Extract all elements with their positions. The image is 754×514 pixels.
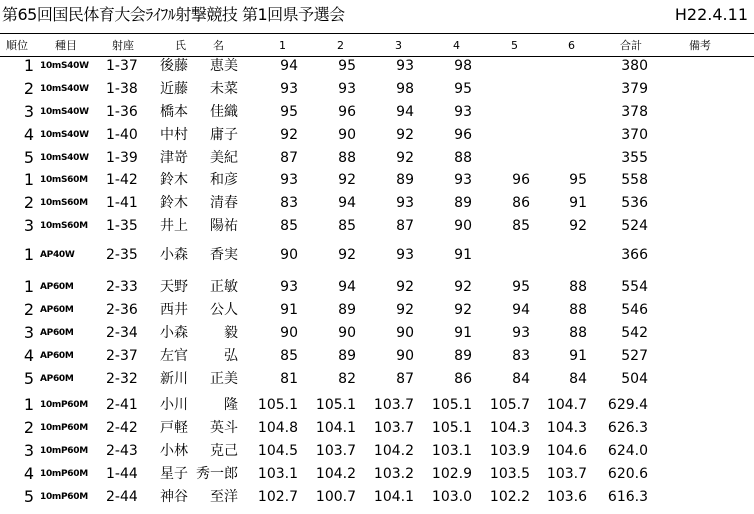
event-cell: AP60M — [40, 328, 74, 338]
given-name-cell: 公人 — [210, 302, 238, 318]
score-cell-4: 103.1 — [431, 443, 472, 459]
score-cell-4: 86 — [454, 371, 472, 387]
total-cell: 527 — [621, 348, 648, 364]
rank-cell: 1 — [23, 56, 34, 75]
total-cell: 554 — [621, 279, 648, 295]
score-cell-2: 94 — [338, 195, 356, 211]
lane-cell: 2-32 — [106, 371, 138, 387]
score-cell-2: 96 — [338, 104, 356, 120]
family-name-cell: 後藤 — [160, 58, 188, 74]
lane-cell: 2-43 — [106, 443, 138, 459]
rank-cell: 3 — [23, 216, 34, 235]
rank-cell: 1 — [23, 170, 34, 189]
given-name-cell: 陽祐 — [210, 218, 238, 234]
score-cell-4: 92 — [454, 279, 472, 295]
given-name-cell: 美紀 — [210, 150, 238, 166]
score-cell-4: 91 — [454, 325, 472, 341]
score-cell-2: 94 — [338, 279, 356, 295]
rank-cell: 3 — [23, 323, 34, 342]
score-cell-6 — [537, 127, 587, 143]
total-cell: 546 — [621, 302, 648, 318]
header-total: 合計 — [620, 39, 642, 52]
score-cell-1: 93 — [280, 279, 298, 295]
score-cell-1: 104.5 — [257, 443, 298, 459]
score-cell-3: 103.7 — [373, 420, 414, 436]
family-name-cell: 中村 — [160, 127, 188, 143]
score-cell-1: 93 — [280, 81, 298, 97]
rank-cell: 1 — [23, 277, 34, 296]
score-cell-2: 88 — [338, 150, 356, 166]
header-rank: 順位 — [6, 39, 28, 52]
family-name-cell: 小森 — [160, 325, 188, 341]
header-score-6: 6 — [568, 39, 575, 52]
family-name-cell: 小森 — [160, 247, 188, 263]
score-cell-2: 93 — [338, 81, 356, 97]
score-cell-5: 86 — [512, 195, 530, 211]
given-name-cell: 未菜 — [210, 81, 238, 97]
lane-cell: 1-38 — [106, 81, 138, 97]
total-cell: 629.4 — [607, 397, 648, 413]
score-cell-2: 90 — [338, 325, 356, 341]
total-cell: 624.0 — [607, 443, 648, 459]
header-name-family: 氏 — [175, 39, 186, 52]
score-cell-4: 105.1 — [431, 420, 472, 436]
score-cell-4: 96 — [454, 127, 472, 143]
score-cell-2: 92 — [338, 247, 356, 263]
event-cell: 10mS40W — [40, 153, 89, 163]
header-bottom-rule — [0, 56, 754, 57]
score-cell-3: 89 — [396, 172, 414, 188]
score-cell-1: 83 — [280, 195, 298, 211]
given-name-cell: 秀一郎 — [196, 466, 238, 482]
given-name-cell: 隆 — [224, 397, 238, 413]
total-cell: 379 — [621, 81, 648, 97]
score-cell-5 — [480, 247, 530, 263]
header-lane: 射座 — [112, 39, 134, 52]
total-cell: 370 — [621, 127, 648, 143]
score-cell-6 — [537, 247, 587, 263]
score-cell-3: 94 — [396, 104, 414, 120]
score-cell-6: 88 — [569, 325, 587, 341]
score-cell-6 — [537, 150, 587, 166]
total-cell: 558 — [621, 172, 648, 188]
score-cell-3: 92 — [396, 150, 414, 166]
score-cell-3: 93 — [396, 195, 414, 211]
given-name-cell: 清春 — [210, 195, 238, 211]
rank-cell: 5 — [23, 148, 34, 167]
score-cell-4: 88 — [454, 150, 472, 166]
score-cell-6: 95 — [569, 172, 587, 188]
score-cell-5: 103.9 — [489, 443, 530, 459]
event-cell: AP60M — [40, 374, 74, 384]
event-cell: 10mP60M — [40, 492, 88, 502]
score-cell-2: 104.1 — [315, 420, 356, 436]
total-cell: 616.3 — [607, 489, 648, 505]
lane-cell: 1-44 — [106, 466, 138, 482]
event-cell: 10mS40W — [40, 107, 89, 117]
score-cell-6 — [537, 81, 587, 97]
score-cell-5: 94 — [512, 302, 530, 318]
event-cell: AP60M — [40, 282, 74, 292]
lane-cell: 2-41 — [106, 397, 138, 413]
score-cell-2: 95 — [338, 58, 356, 74]
score-cell-1: 102.7 — [257, 489, 298, 505]
score-cell-5 — [480, 127, 530, 143]
given-name-cell: 至洋 — [210, 489, 238, 505]
score-cell-6: 104.3 — [546, 420, 587, 436]
score-cell-3: 92 — [396, 279, 414, 295]
given-name-cell: 克己 — [210, 443, 238, 459]
score-cell-5: 85 — [512, 218, 530, 234]
event-cell: 10mS60M — [40, 198, 88, 208]
rank-cell: 2 — [23, 193, 34, 212]
score-cell-4: 93 — [454, 172, 472, 188]
rank-cell: 1 — [23, 245, 34, 264]
score-cell-6: 84 — [569, 371, 587, 387]
score-cell-1: 103.1 — [257, 466, 298, 482]
score-cell-3: 98 — [396, 81, 414, 97]
score-cell-2: 103.7 — [315, 443, 356, 459]
score-cell-6 — [537, 104, 587, 120]
event-cell: 10mS60M — [40, 175, 88, 185]
event-cell: 10mS40W — [40, 84, 89, 94]
total-cell: 355 — [621, 150, 648, 166]
lane-cell: 1-37 — [106, 58, 138, 74]
event-cell: 10mP60M — [40, 446, 88, 456]
score-cell-1: 90 — [280, 325, 298, 341]
lane-cell: 2-37 — [106, 348, 138, 364]
score-cell-3: 104.1 — [373, 489, 414, 505]
header-score-2: 2 — [337, 39, 344, 52]
score-cell-3: 92 — [396, 127, 414, 143]
score-cell-5: 83 — [512, 348, 530, 364]
given-name-cell: 香実 — [210, 247, 238, 263]
score-cell-3: 93 — [396, 58, 414, 74]
lane-cell: 2-44 — [106, 489, 138, 505]
score-cell-6: 104.6 — [546, 443, 587, 459]
event-cell: 10mS40W — [40, 61, 89, 71]
header-top-rule — [0, 33, 754, 34]
score-cell-1: 91 — [280, 302, 298, 318]
total-cell: 380 — [621, 58, 648, 74]
score-cell-6: 103.6 — [546, 489, 587, 505]
score-cell-4: 105.1 — [431, 397, 472, 413]
score-cell-3: 103.7 — [373, 397, 414, 413]
lane-cell: 1-35 — [106, 218, 138, 234]
header-score-3: 3 — [395, 39, 402, 52]
score-cell-6: 103.7 — [546, 466, 587, 482]
lane-cell: 2-36 — [106, 302, 138, 318]
score-cell-2: 89 — [338, 302, 356, 318]
total-cell: 378 — [621, 104, 648, 120]
score-cell-6: 88 — [569, 302, 587, 318]
rank-cell: 2 — [23, 300, 34, 319]
score-cell-5: 105.7 — [489, 397, 530, 413]
score-cell-4: 95 — [454, 81, 472, 97]
score-cell-5: 104.3 — [489, 420, 530, 436]
rank-cell: 4 — [23, 125, 34, 144]
score-cell-5 — [480, 81, 530, 97]
given-name-cell: 弘 — [224, 348, 238, 364]
given-name-cell: 庸子 — [210, 127, 238, 143]
score-cell-6: 91 — [569, 195, 587, 211]
score-cell-5: 84 — [512, 371, 530, 387]
event-cell: 10mP60M — [40, 469, 88, 479]
score-cell-4: 89 — [454, 348, 472, 364]
score-cell-1: 85 — [280, 348, 298, 364]
score-cell-4: 90 — [454, 218, 472, 234]
page-title: 第65回国民体育大会ﾗｲﾌﾙ射撃競技 第1回県予選会 — [2, 5, 345, 24]
score-cell-6: 88 — [569, 279, 587, 295]
score-cell-5 — [480, 58, 530, 74]
given-name-cell: 毅 — [224, 325, 238, 341]
header-score-5: 5 — [511, 39, 518, 52]
family-name-cell: 星子 — [160, 466, 188, 482]
score-cell-3: 90 — [396, 348, 414, 364]
score-cell-3: 87 — [396, 371, 414, 387]
score-cell-4: 103.0 — [431, 489, 472, 505]
score-cell-4: 93 — [454, 104, 472, 120]
date-label: H22.4.11 — [674, 5, 748, 24]
total-cell: 626.3 — [607, 420, 648, 436]
event-cell: AP60M — [40, 351, 74, 361]
score-cell-1: 87 — [280, 150, 298, 166]
given-name-cell: 正美 — [210, 371, 238, 387]
score-cell-1: 93 — [280, 172, 298, 188]
rank-cell: 2 — [23, 418, 34, 437]
score-cell-5 — [480, 104, 530, 120]
family-name-cell: 近藤 — [160, 81, 188, 97]
score-cell-1: 90 — [280, 247, 298, 263]
score-cell-2: 89 — [338, 348, 356, 364]
given-name-cell: 英斗 — [210, 420, 238, 436]
score-cell-4: 98 — [454, 58, 472, 74]
score-cell-2: 82 — [338, 371, 356, 387]
score-cell-6: 92 — [569, 218, 587, 234]
header-event: 種目 — [55, 39, 77, 52]
family-name-cell: 鈴木 — [160, 195, 188, 211]
total-cell: 542 — [621, 325, 648, 341]
score-cell-6: 91 — [569, 348, 587, 364]
rank-cell: 5 — [23, 369, 34, 388]
given-name-cell: 和彦 — [210, 172, 238, 188]
family-name-cell: 津嵜 — [160, 150, 188, 166]
event-cell: 10mS60M — [40, 221, 88, 231]
score-cell-5: 93 — [512, 325, 530, 341]
score-cell-4: 91 — [454, 247, 472, 263]
given-name-cell: 佳織 — [210, 104, 238, 120]
score-cell-1: 81 — [280, 371, 298, 387]
score-cell-5: 102.2 — [489, 489, 530, 505]
rank-cell: 1 — [23, 395, 34, 414]
family-name-cell: 橋本 — [160, 104, 188, 120]
rank-cell: 2 — [23, 79, 34, 98]
family-name-cell: 小川 — [160, 397, 188, 413]
total-cell: 536 — [621, 195, 648, 211]
lane-cell: 2-34 — [106, 325, 138, 341]
lane-cell: 1-36 — [106, 104, 138, 120]
score-cell-2: 104.2 — [315, 466, 356, 482]
event-cell: AP60M — [40, 305, 74, 315]
header-remarks: 備考 — [689, 39, 711, 52]
score-cell-1: 85 — [280, 218, 298, 234]
rank-cell: 4 — [23, 464, 34, 483]
score-cell-1: 104.8 — [257, 420, 298, 436]
event-cell: AP40W — [40, 250, 75, 260]
score-cell-1: 95 — [280, 104, 298, 120]
score-cell-3: 92 — [396, 302, 414, 318]
score-cell-6: 104.7 — [546, 397, 587, 413]
score-cell-3: 87 — [396, 218, 414, 234]
given-name-cell: 恵美 — [210, 58, 238, 74]
lane-cell: 1-40 — [106, 127, 138, 143]
score-cell-5: 95 — [512, 279, 530, 295]
score-cell-2: 90 — [338, 127, 356, 143]
score-cell-5: 103.5 — [489, 466, 530, 482]
family-name-cell: 西井 — [160, 302, 188, 318]
score-cell-3: 104.2 — [373, 443, 414, 459]
rank-cell: 3 — [23, 441, 34, 460]
rank-cell: 3 — [23, 102, 34, 121]
rank-cell: 4 — [23, 346, 34, 365]
event-cell: 10mS40W — [40, 130, 89, 140]
total-cell: 504 — [621, 371, 648, 387]
lane-cell: 2-35 — [106, 247, 138, 263]
family-name-cell: 戸軽 — [160, 420, 188, 436]
total-cell: 620.6 — [607, 466, 648, 482]
lane-cell: 1-41 — [106, 195, 138, 211]
lane-cell: 1-42 — [106, 172, 138, 188]
family-name-cell: 鈴木 — [160, 172, 188, 188]
score-cell-3: 93 — [396, 247, 414, 263]
score-cell-3: 90 — [396, 325, 414, 341]
lane-cell: 2-33 — [106, 279, 138, 295]
family-name-cell: 左官 — [160, 348, 188, 364]
score-cell-4: 92 — [454, 302, 472, 318]
lane-cell: 1-39 — [106, 150, 138, 166]
score-cell-2: 92 — [338, 172, 356, 188]
header-name-given: 名 — [213, 39, 224, 52]
total-cell: 366 — [621, 247, 648, 263]
score-cell-2: 85 — [338, 218, 356, 234]
score-cell-1: 94 — [280, 58, 298, 74]
lane-cell: 2-42 — [106, 420, 138, 436]
family-name-cell: 新川 — [160, 371, 188, 387]
header-score-4: 4 — [453, 39, 460, 52]
family-name-cell: 小林 — [160, 443, 188, 459]
score-cell-3: 103.2 — [373, 466, 414, 482]
score-cell-6 — [537, 58, 587, 74]
family-name-cell: 神谷 — [160, 489, 188, 505]
family-name-cell: 天野 — [160, 279, 188, 295]
score-cell-1: 105.1 — [257, 397, 298, 413]
family-name-cell: 井上 — [160, 218, 188, 234]
rank-cell: 5 — [23, 487, 34, 506]
score-cell-5: 96 — [512, 172, 530, 188]
given-name-cell: 正敏 — [210, 279, 238, 295]
total-cell: 524 — [621, 218, 648, 234]
score-cell-5 — [480, 150, 530, 166]
score-cell-2: 105.1 — [315, 397, 356, 413]
score-cell-4: 102.9 — [431, 466, 472, 482]
score-cell-2: 100.7 — [315, 489, 356, 505]
score-cell-4: 89 — [454, 195, 472, 211]
event-cell: 10mP60M — [40, 423, 88, 433]
event-cell: 10mP60M — [40, 400, 88, 410]
header-score-1: 1 — [279, 39, 286, 52]
score-cell-1: 92 — [280, 127, 298, 143]
